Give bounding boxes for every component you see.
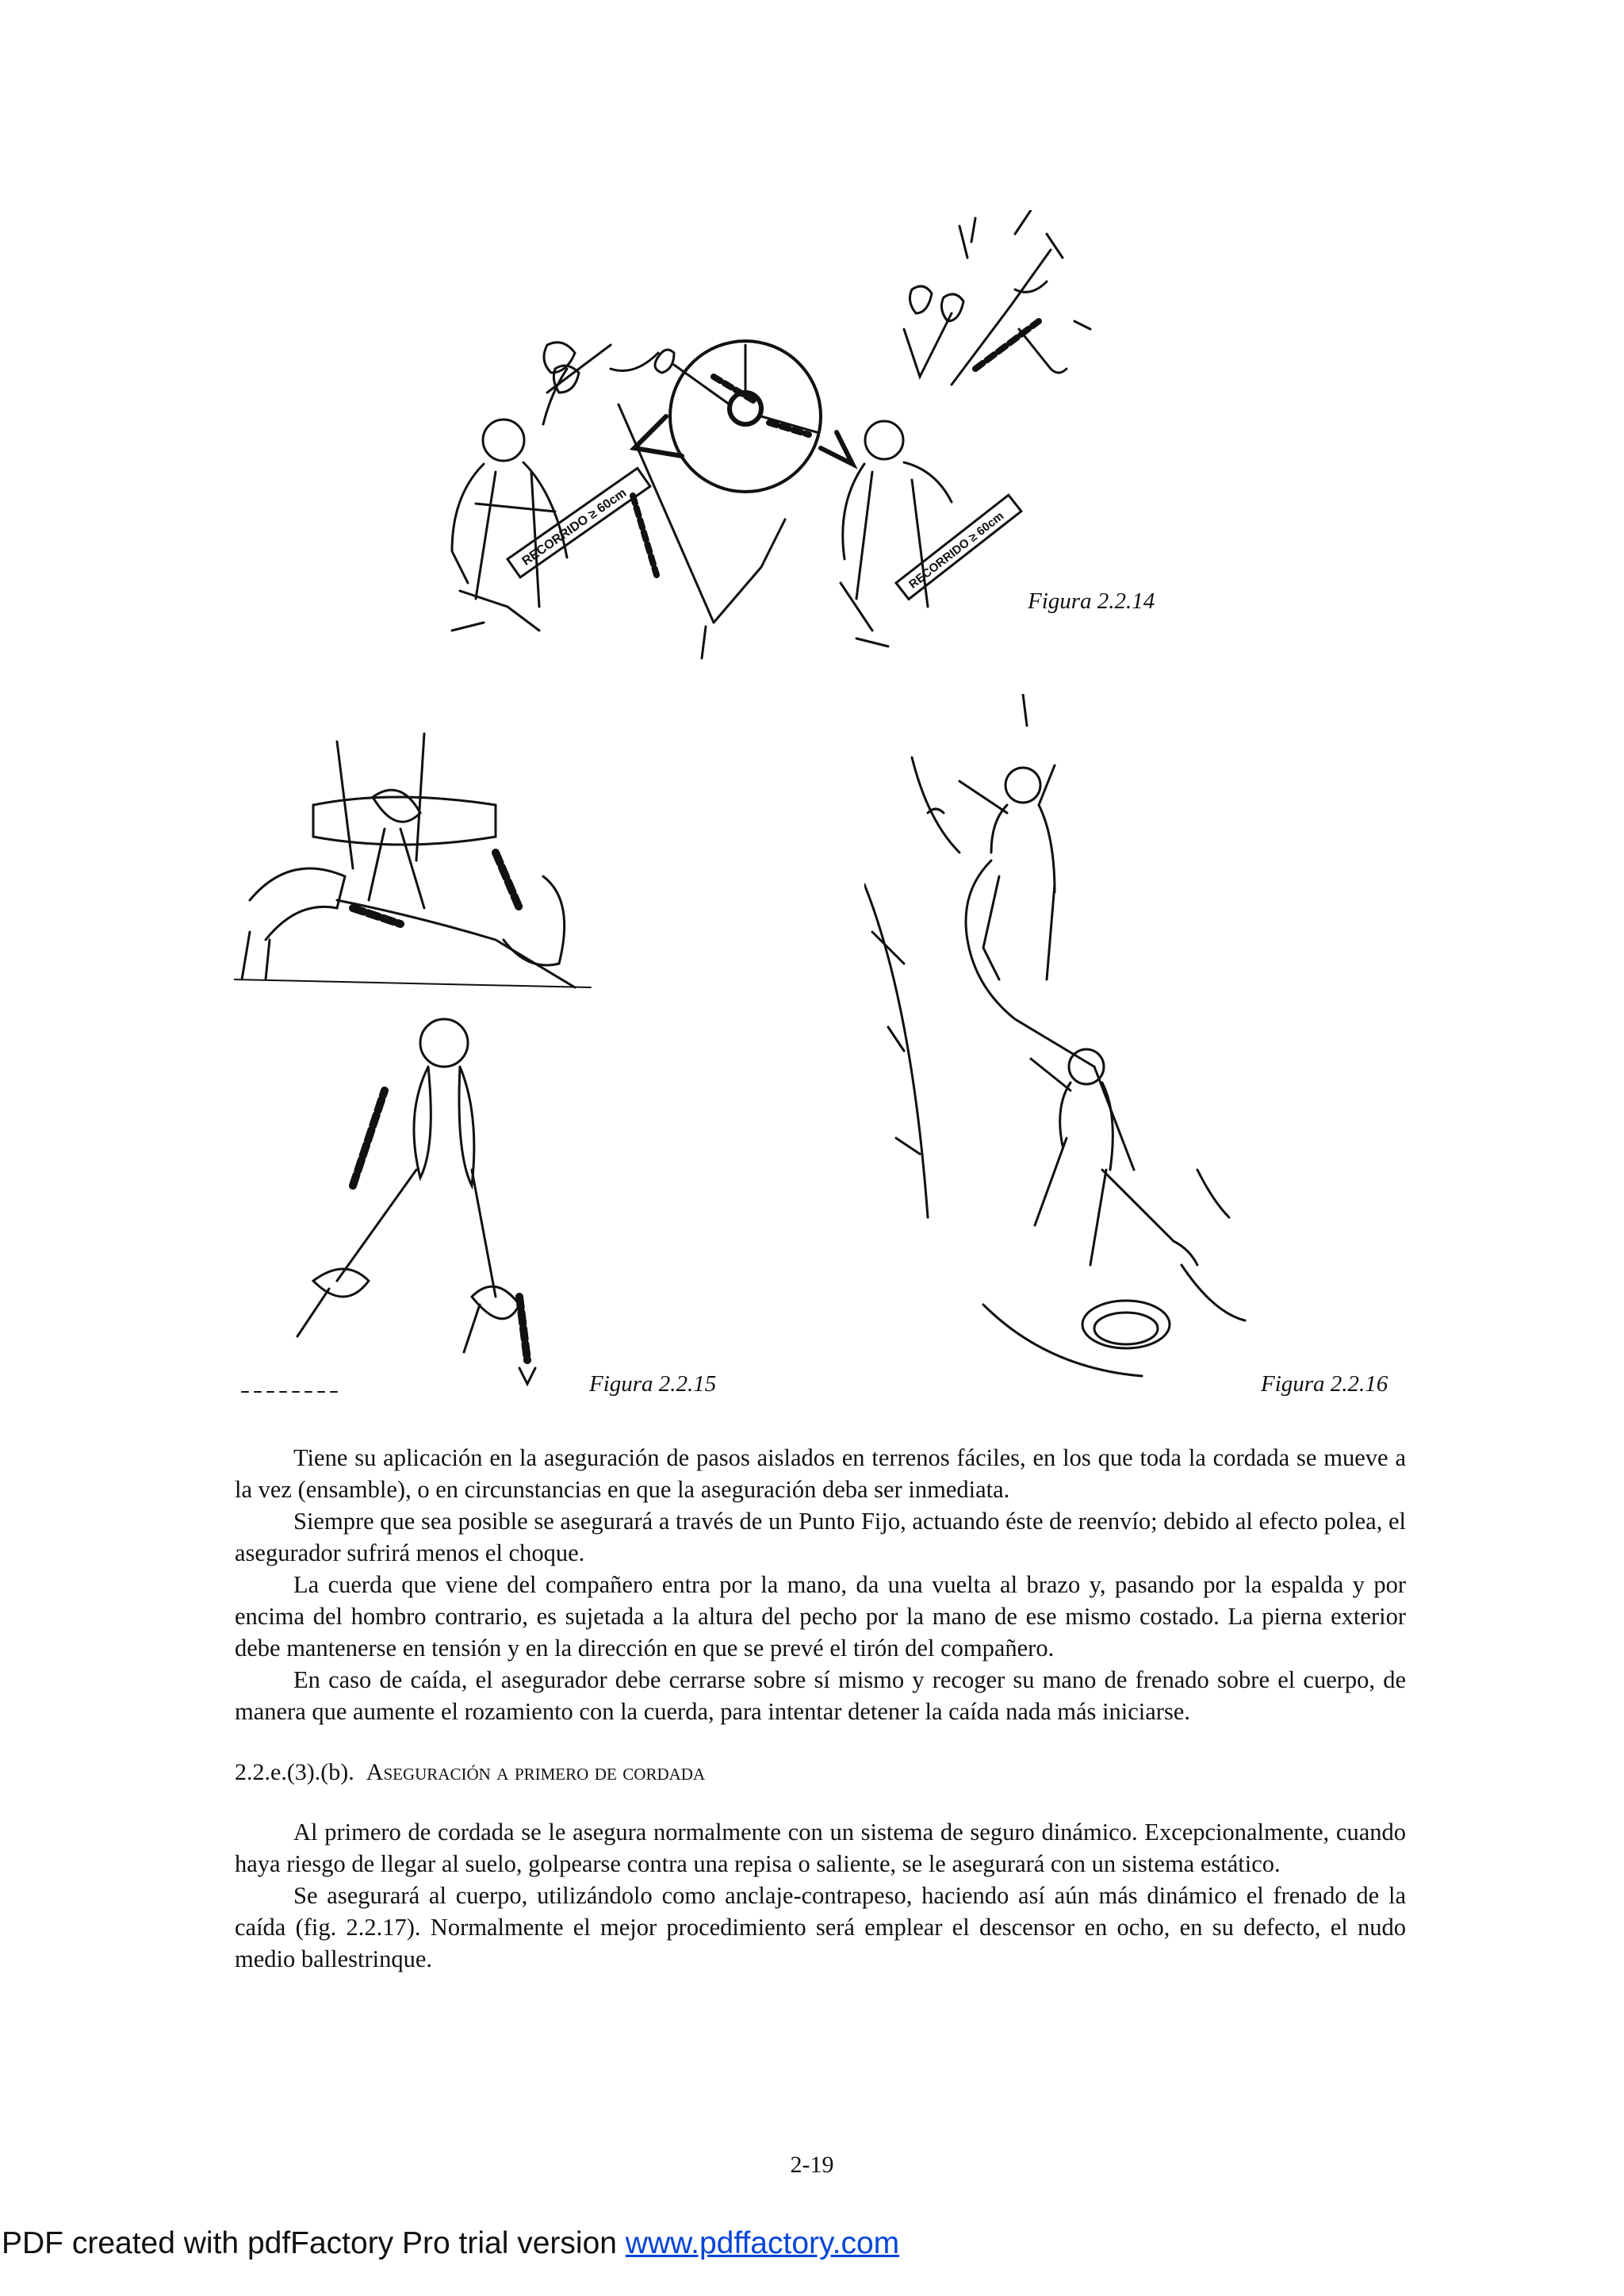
paragraph: Tiene su aplicación en la aseguración de pasos aislados en terrenos fáciles, en los que toda la cordada se mueve a la vez (ensamble), o en circunstancias en que la aseguración deba ser inmediata.: [235, 1444, 1406, 1503]
footer-link[interactable]: www.pdffactory.com: [625, 2226, 900, 2260]
paragraph: Siempre que sea posible se asegurará a través de un Punto Fijo, actuando éste de reenvío; debido al efecto polea, el asegurador sufrirá menos el choque.: [235, 1508, 1406, 1566]
paragraph: Al primero de cordada se le asegura normalmente con un sistema de seguro dinámico. Excepcionalmente, cuando haya riesgo de llegar al suelo, golpearse contra una repisa o saliente, se le asegurará con un sistema estático.: [235, 1819, 1406, 1877]
caption-figura-2-2-14: Figura 2.2.14: [1028, 588, 1155, 614]
recorrido-label-left: RECORRIDO ≥ 60cm: [519, 486, 630, 569]
paragraph: La cuerda que viene del compañero entra por la mano, da una vuelta al brazo y, pasando por la espalda y por encima del hombro contrario, es sujetada a la altura del pecho por la mano de ese mismo costado. La pierna exterior debe mantenerse en tensión y en la dirección en que se prevé el tirón del compañero.: [235, 1571, 1406, 1662]
section-heading-number: 2.2.e.(3).(b).: [235, 1759, 354, 1785]
section-heading: [235, 1759, 705, 1786]
paragraph: Se asegurará al cuerpo, utilizándolo como anclaje-contrapeso, haciendo así aún más dinámico el frenado de la caída (fig. 2.2.17). Normalmente el mejor procedimiento será emplear el descensor en ocho, en su defecto, el nudo medio ballestrinque.: [235, 1882, 1406, 1972]
caption-figura-2-2-16: Figura 2.2.16: [1261, 1371, 1388, 1397]
body-text-block-1: [235, 1442, 1406, 1727]
figure-2-2-16-illustration: [864, 694, 1253, 1408]
body-text-block-2: [235, 1816, 1406, 1975]
figure-2-2-14-illustration: [428, 210, 1245, 686]
caption-figura-2-2-15: Figura 2.2.15: [589, 1371, 717, 1397]
figure-2-2-15-illustration: [234, 694, 607, 1408]
section-heading-title: Aseguración a primero de cordada: [366, 1759, 706, 1785]
footer-text: PDF created with pdfFactory Pro trial version: [2, 2226, 626, 2260]
page-number: 2-19: [790, 2152, 834, 2178]
recorrido-label-right: RECORRIDO ≥ 60cm: [906, 509, 1007, 592]
paragraph: En caso de caída, el asegurador debe cerrarse sobre sí mismo y recoger su mano de frenado sobre el cuerpo, de manera que aumente el rozamiento con la cuerda, para intentar detener la caída nada más iniciarse.: [235, 1666, 1406, 1725]
pdffactory-footer: [2, 2226, 899, 2261]
